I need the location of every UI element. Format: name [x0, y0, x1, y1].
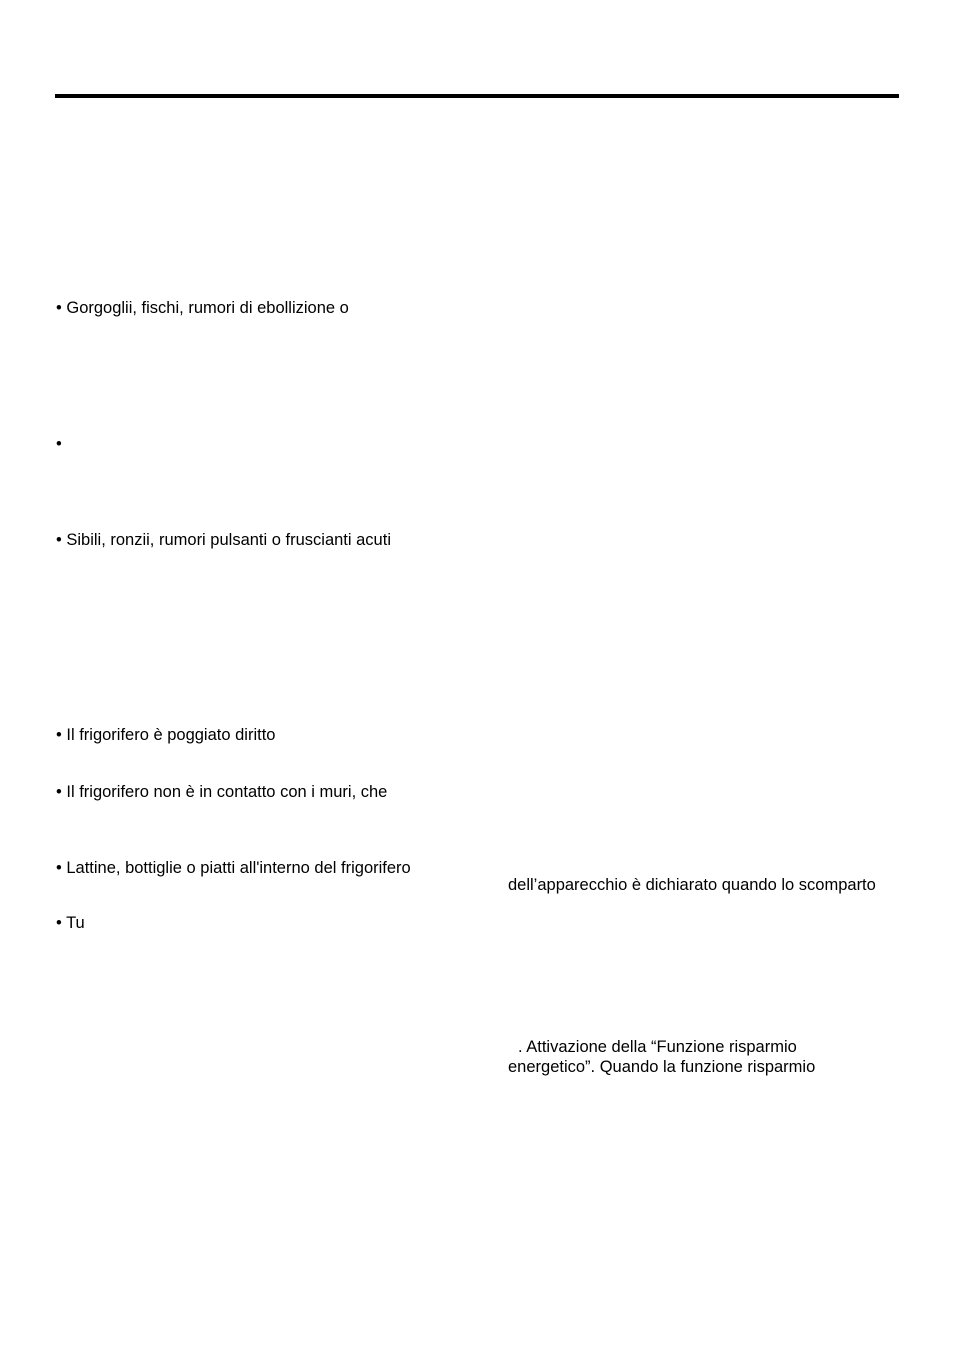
list-item: • Lattine, bottiglie o piatti all'interno del frigorifero: [56, 859, 411, 877]
list-item: • Il frigorifero è poggiato diritto: [56, 726, 276, 744]
paragraph-line: dell’apparecchio è dichiarato quando lo scomparto: [508, 876, 876, 894]
list-item: • Il frigorifero non è in contatto con i muri, che: [56, 783, 388, 801]
paragraph-line: energetico”. Quando la funzione risparmio: [508, 1058, 816, 1076]
list-item: • Gorgoglii, fischi, rumori di ebollizione o: [56, 299, 349, 317]
paragraph-line: . Attivazione della “Funzione risparmio: [518, 1038, 797, 1056]
list-item: •: [56, 435, 62, 453]
top-divider: [55, 94, 899, 98]
list-item: • Sibili, ronzii, rumori pulsanti o fruscianti acuti: [56, 531, 391, 549]
list-item: • Tu: [56, 914, 85, 932]
